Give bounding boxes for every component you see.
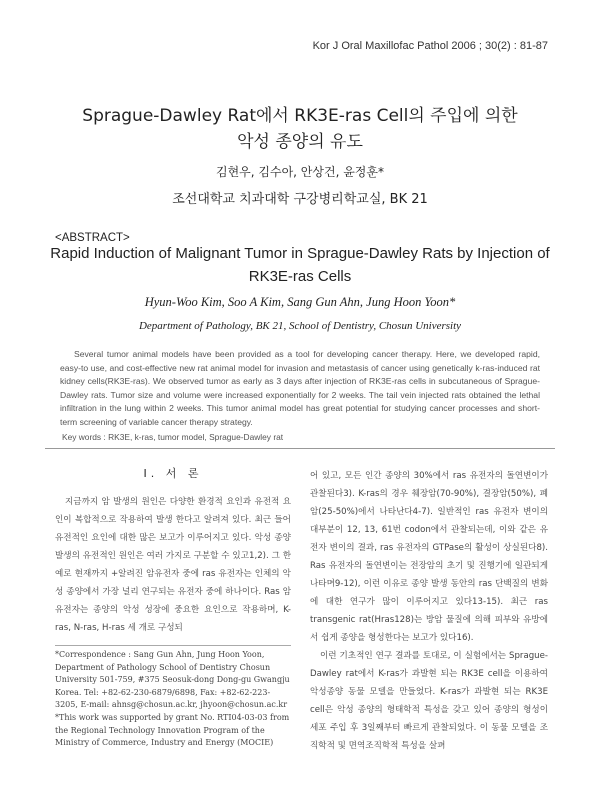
abstract-label: <ABSTRACT>	[55, 232, 130, 244]
right-column	[310, 467, 548, 755]
english-authors: Hyun-Woo Kim, Soo A Kim, Sang Gun Ahn, Jung Hoon Yoon*	[144, 295, 456, 309]
footnote-correspondence: *Correspondence : Sang Gun Ahn, Jung Hoon Yoon, Department of Pathology School of Dentistry Chosun University 501-759, #375 Seosuk-dong Dong-gu Gwangju Korea. Tel: +82-62-230-6879/6898, Fax: +82-62-223-3205, E-mail: ahnsg@chosun.ac.kr, jhyoon@chosun.ac.kr	[55, 650, 290, 710]
abstract-body	[60, 348, 540, 430]
english-title-line-2: RK3E-ras Cells	[248, 268, 352, 285]
journal-header: Kor J Oral Maxillofac Pathol 2006 ; 30(2) : 81-87	[312, 40, 548, 52]
intro-paragraph-right-1: 어 있고, 모든 인간 종양의 30%에서 ras 유전자의 돌연변이가 관찰된다3). K-ras의 경우 췌장암(70-90%), 결장암(50%), 폐암(25-50%)에서 나타난다4-7). 일반적인 ras 유전자 변이의 대부분이 12, 13, 61번 codon에서 관찰되는데, 이와 같은 유전자 변이의 결과, ras 유전자의 GTPase의 활성이 상실된다8). Ras 유전자의 돌연변이는 전장암의 초기 및 진행기에 일관되게 나타며9-12), 이런 이유로 종양 발생 동안의 ras 단백질의 변화에 대한 연구가 많이 이루어지고 있다13-15). 최근 ras transgenic rat(Hras128)는 방암 물질에 의해 피부와 유방에서 쉽게 종양을 형성한다는 보고가 있다16).	[310, 471, 548, 643]
english-title	[0, 242, 600, 288]
korean-title-line-1: Sprague-Dawley Rat에서 RK3E-ras Cell의 주입에 의한	[82, 106, 518, 126]
footnote	[55, 645, 291, 750]
abstract-paragraph: Several tumor animal models have been provided as a tool for developing cancer therapy. Here, we developed rapid, easy-to use, and cost-effective new rat animal model for invasion and metastasis of cancer using genetically k-ras-induced rat kidney cells(RK3E-ras). We observed tumor as early as 3 days after injection of RK3E-ras cells in subcutaneous of Sprague-Dawley rats. Tumor size and volume were increased exponentially for 2 weeks. The tail vein injected rats obtained the lethal infiltration in the lung within 2 weeks. This tumor animal model has great potential for studying cancer processes and short-term screening of variable cancer therapy strategy.	[60, 349, 540, 427]
section-heading: I. 서 론	[143, 467, 203, 480]
left-column	[55, 465, 291, 637]
footnote-grant: *This work was supported by grant No. RTI04-03-03 from the Regional Technology Innovation Program of the Ministry of Commerce, Industry and Energy (MOCIE)	[55, 712, 290, 748]
korean-affiliation: 조선대학교 치과대학 구강병리학교실, BK 21	[172, 192, 428, 207]
korean-title	[0, 103, 600, 155]
english-affiliation: Department of Pathology, BK 21, School of Dentistry, Chosun University	[138, 320, 462, 332]
keywords: Key words : RK3E, k-ras, tumor model, Sprague-Dawley rat	[62, 432, 284, 442]
divider	[45, 448, 555, 449]
intro-paragraph-right-2: 이런 기초적인 연구 결과를 토대로, 이 실험에서는 Sprague-Dawley rat에서 K-ras가 과발현 되는 RK3E cell을 이용하여 악성종양 동물 모델을 만들었다. K-ras가 과발현 되는 RK3E cell은 악성 종양의 형태학적 특성을 갖고 있어 종양의 형성이 세포 주입 후 3일째부터 빠르게 관찰되었다. 이 동물 모델을 조직학적 및 면역조직학적 특성을 살펴	[310, 651, 548, 751]
korean-authors: 김현우, 김수아, 안상건, 윤정훈*	[216, 165, 384, 179]
english-title-line-1: Rapid Induction of Malignant Tumor in Sprague-Dawley Rats by Injection of	[50, 245, 550, 262]
intro-paragraph-left: 지금까지 암 발생의 원인은 다양한 환경적 요인과 유전적 요인이 복합적으로 작용하여 발생 한다고 알려져 있다. 최근 들어 유전적인 요인에 대한 많은 보고가 이루어지고 있다. 악성 종양 발생의 유전적인 원인은 여러 가지로 구분할 수 있고1,2). 그 한 예로 현재까지 +알려진 암유전자 중에 ras 유전자는 인체의 악성 종양에서 가장 널리 연구되는 유전자 중에 하나이다. Ras 암유전자는 종양의 악성 성장에 중요한 요인으로 작용하며, K-ras, N-ras, H-ras 세 개로 구성되	[55, 497, 291, 633]
korean-title-line-2: 악성 종양의 유도	[237, 132, 363, 152]
